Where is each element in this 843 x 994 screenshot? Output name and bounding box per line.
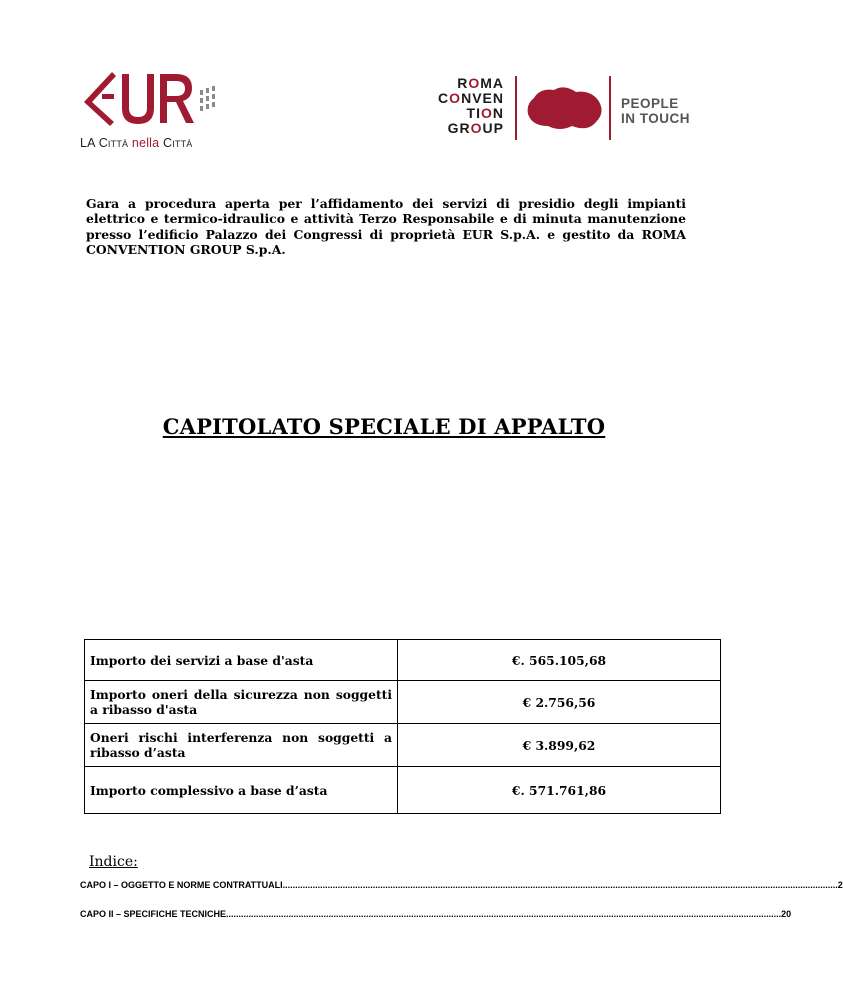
tender-description: Gara a procedura aperta per l’affidamento dei servizi di presidio degli impianti elettrico e termico-idraulico e attività Terzo Responsabile e di minuta manutenzione presso l’edificio Palazzo dei Congressi di proprietà EUR S.p.A. e gestito da ROMA CONVENTION GROUP S.p.A.	[86, 196, 686, 258]
roma-convention-group-logo	[428, 76, 718, 142]
eur-logo	[78, 68, 228, 156]
cost-value: € 2.756,56	[398, 681, 721, 724]
table-row	[85, 724, 721, 767]
cost-label: Importo complessivo a base d’asta	[85, 767, 398, 814]
cost-table	[84, 639, 721, 814]
table-row	[85, 767, 721, 814]
cost-value: € 3.899,62	[398, 724, 721, 767]
toc-entry-page: 2	[837, 880, 843, 890]
eur-tagline: LA Città nella Città	[80, 136, 193, 150]
rcg-divider	[515, 76, 517, 140]
index-title: Indice:	[89, 854, 138, 870]
rcg-slogan: PEOPLE IN TOUCH	[621, 96, 691, 126]
toc-entry-page: 20	[781, 909, 792, 919]
document-title: CAPITOLATO SPECIALE DI APPALTO	[162, 414, 606, 439]
cost-value: €. 571.761,86	[398, 767, 721, 814]
toc-leader: ..............................................................................................................................................................................................................................	[282, 880, 838, 890]
toc-entry[interactable]	[80, 909, 792, 919]
cost-label: Importo dei servizi a base d'asta	[85, 640, 398, 681]
rcg-wordmark: ROMA CONVEN TION GROUP	[438, 75, 504, 136]
table-row	[85, 681, 721, 724]
rcg-blob-icon	[526, 86, 604, 132]
rcg-divider	[609, 76, 611, 140]
cost-value: €. 565.105,68	[398, 640, 721, 681]
toc-entry[interactable]	[80, 880, 843, 890]
table-row	[85, 640, 721, 681]
toc-leader: ..............................................................................................................................................................................................................................	[226, 909, 782, 919]
eur-logo-mark	[78, 68, 228, 134]
cost-label: Importo oneri della sicurezza non soggetti a ribasso d'asta	[85, 681, 398, 724]
toc-entry-label: CAPO II – SPECIFICHE TECNICHE	[80, 909, 227, 919]
cost-label: Oneri rischi interferenza non soggetti a ribasso d’asta	[85, 724, 398, 767]
toc-entry-label: CAPO I – OGGETTO E NORME CONTRATTUALI	[80, 880, 283, 890]
